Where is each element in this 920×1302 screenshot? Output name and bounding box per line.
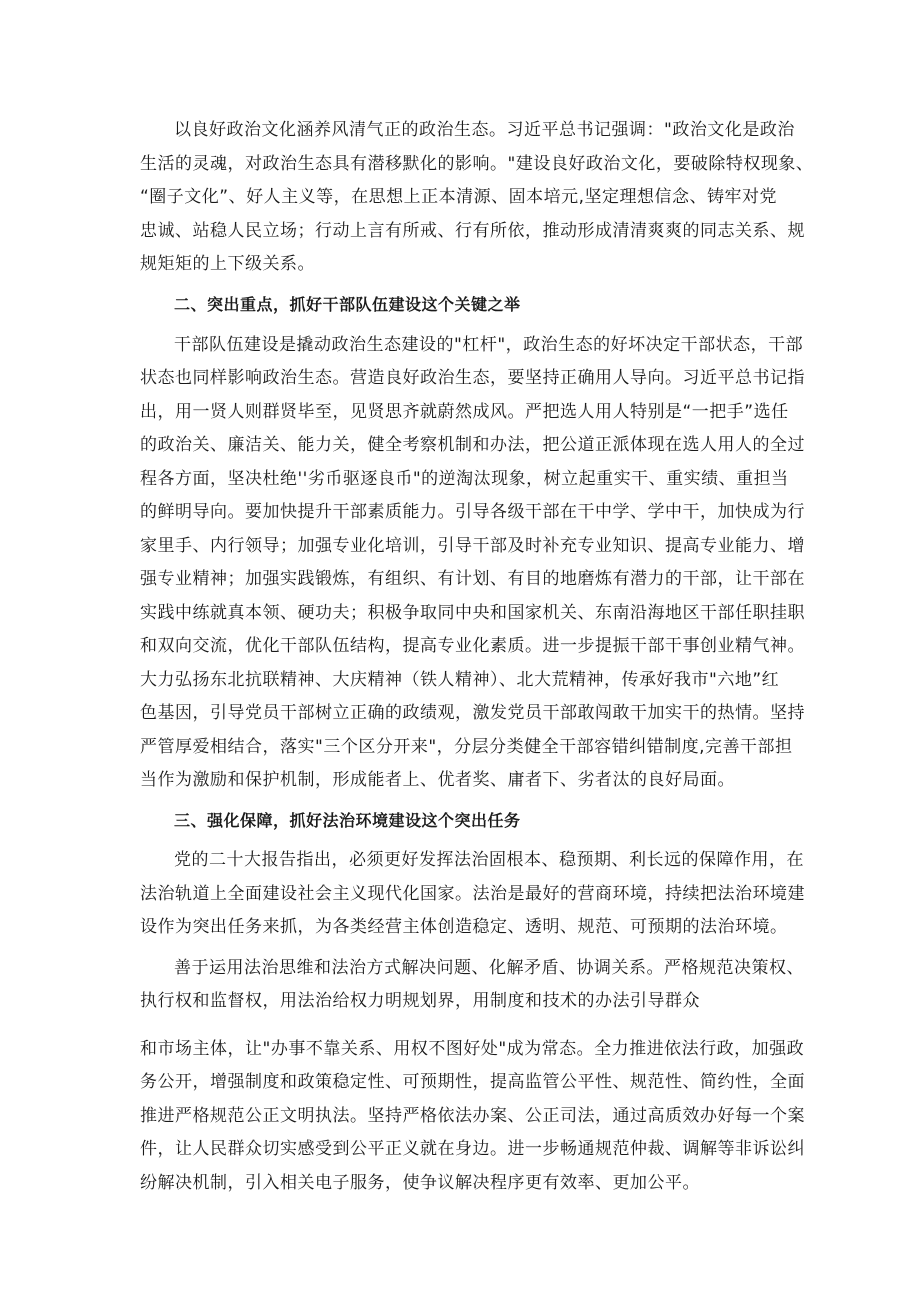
paragraph-line: 以良好政治文化涵养风清气正的政治生态。习近平总书记强调："政治文化是政治 xyxy=(174,120,795,140)
paragraph-line: 实践中练就真本领、硬功夫；积极争取同中央和国家机关、东南沿海地区干部任职挂职 xyxy=(140,603,805,623)
paragraph-line: 设作为突出任务来抓，为各类经营主体创造稳定、透明、规范、可预期的法治环境。 xyxy=(140,917,788,937)
paragraph-line: 规矩矩的上下级关系。 xyxy=(140,254,315,274)
paragraph-line: 的政治关、廉洁关、能力关，健全考察机制和办法，把公道正派体现在选人用人的全过 xyxy=(140,435,805,455)
paragraph-line: 强专业精神；加强实践锻炼，有组织、有计划、有目的地磨炼有潜力的干部，让干部在 xyxy=(140,569,805,589)
paragraph-line: 状态也同样影响政治生态。营造良好政治生态，要坚持正确用人导向。习近平总书记指 xyxy=(140,368,805,388)
paragraph-line: 件，让人民群众切实感受到公平正义就在身边。进一步畅通规范仲裁、调解等非诉讼纠 xyxy=(140,1139,805,1159)
paragraph-line: 执行权和监督权，用法治给权力明规划界，用制度和技术的办法引导群众 xyxy=(140,991,700,1011)
paragraph-line: “圈子文化”、好人主义等，在思想上正本清源、固本培元,坚定理想信念、铸牢对党 xyxy=(140,187,778,207)
paragraph-line: 务公开，增强制度和政策稳定性、可预期性，提高监管公平性、规范性、简约性，全面 xyxy=(140,1072,805,1092)
paragraph-line: 忠诚、站稳人民立场；行动上言有所戒、行有所依，推动形成清清爽爽的同志关系、规 xyxy=(140,221,805,241)
paragraph-line: 和市场主体，让"办事不靠关系、用权不图好处"成为常态。全力推进依法行政，加强政 xyxy=(140,1039,805,1059)
paragraph-line: 纷解决机制，引入相关电子服务，使争议解决程序更有效率、更加公平。 xyxy=(140,1173,700,1193)
section-heading: 三、强化保障，抓好法治环境建设这个突出任务 xyxy=(174,811,521,830)
paragraph-line: 出，用一贤人则群贤毕至，见贤思齐就蔚然成风。严把选人用人特别是“一把手”选任 xyxy=(140,402,789,422)
paragraph-line: 和双向交流，优化干部队伍结构，提高专业化素质。进一步提振干部干事创业精气神。 xyxy=(140,636,805,656)
paragraph-line: 推进严格规范公正文明执法。坚持严格依法办案、公正司法，通过高质效办好每一个案 xyxy=(140,1106,805,1126)
paragraph-line: 善于运用法治思维和法治方式解决问题、化解矛盾、协调关系。严格规范决策权、 xyxy=(174,958,804,978)
paragraph-line: 生活的灵魂，对政治生态具有潜移默化的影响。"建设良好政治文化，要破除特权现象、 xyxy=(140,154,814,174)
section-heading: 二、突出重点，抓好干部队伍建设这个关键之举 xyxy=(174,295,521,314)
paragraph-line: 程各方面，坚决杜绝''劣币驱逐良币"的逆淘汰现象，树立起重实干、重实绩、重担当 xyxy=(140,469,789,489)
paragraph-line: 的鲜明导向。要加快提升干部素质能力。引导各级干部在干中学、学中干，加快成为行 xyxy=(140,502,805,522)
paragraph-line: 色基因，引导党员干部树立正确的政绩观，激发党员干部敢闯敢干加实干的热情。坚持 xyxy=(140,703,805,723)
paragraph-line: 大力弘扬东北抗联精神、大庆精神（铁人精神）、北大荒精神，传承好我市"六地”红 xyxy=(140,670,780,690)
paragraph-line: 严管厚爱相结合，落实"三个区分开来"，分层分类健全干部容错纠错制度,完善干部担 xyxy=(140,737,793,757)
paragraph-line: 当作为激励和保护机制，形成能者上、优者奖、庸者下、劣者汰的良好局面。 xyxy=(140,770,735,790)
paragraph-line: 家里手、内行领导；加强专业化培训，引导干部及时补充专业知识、提高专业能力、增 xyxy=(140,536,805,556)
paragraph-line: 党的二十大报告指出，必须更好发挥法治固根本、稳预期、利长远的保障作用，在 xyxy=(174,850,804,870)
paragraph-line: 法治轨道上全面建设社会主义现代化国家。法治是最好的营商环境，持续把法治环境建 xyxy=(140,884,805,904)
paragraph-line: 干部队伍建设是撬动政治生态建设的"杠杆"，政治生态的好坏决定干部状态，干部 xyxy=(174,335,804,355)
